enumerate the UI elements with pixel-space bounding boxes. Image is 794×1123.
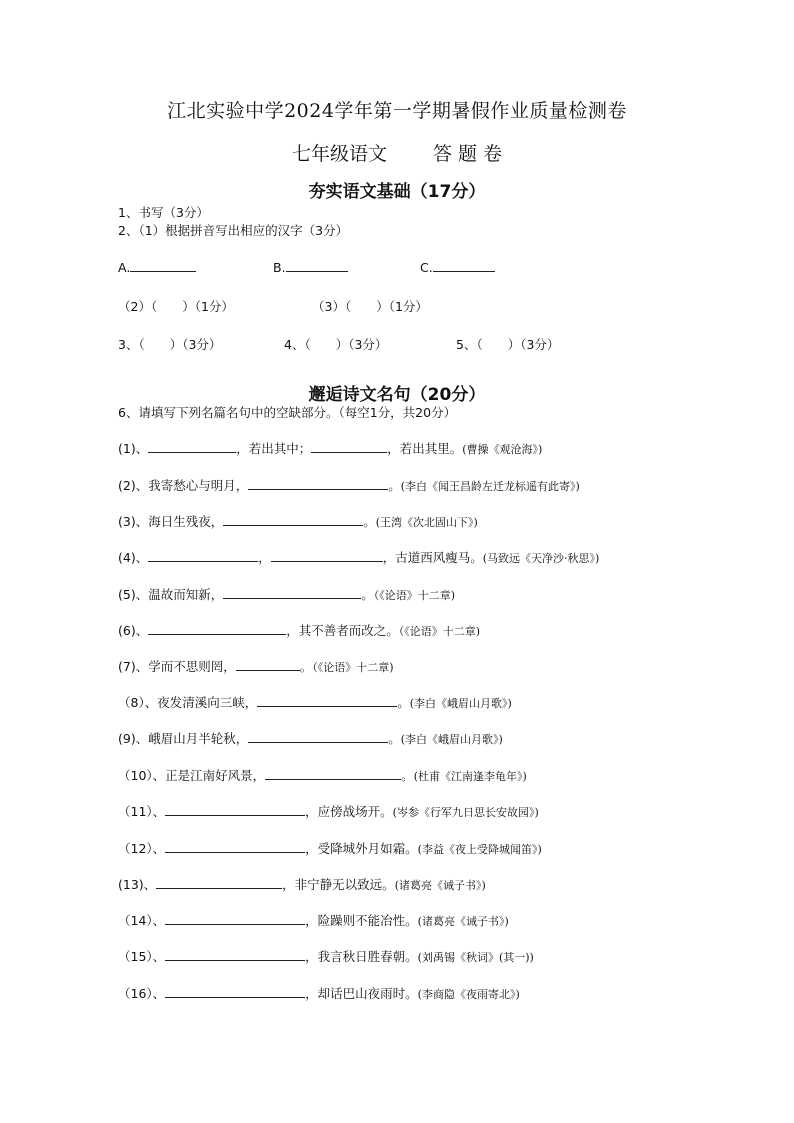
subtitle-grade: 七年级语文 (291, 143, 387, 165)
poem-item-1 (118, 439, 542, 457)
item-text: 。 (363, 514, 376, 529)
item-source: (刘禹锡《秋词》(其一)) (417, 951, 534, 964)
answer-blank[interactable] (156, 876, 282, 889)
poem-item-3 (118, 512, 478, 530)
item-number: （15）、 (118, 949, 166, 964)
answer-blank[interactable] (165, 985, 305, 998)
item-text: 。 (299, 659, 313, 674)
item-number: （14）、 (118, 913, 166, 928)
page-subtitle (0, 139, 794, 166)
question-4: 4、（ ）（3分） (284, 337, 388, 352)
item-source: （《论语》十二章) (312, 661, 394, 674)
section-heading-basics: 夯实语文基础（17分） (308, 182, 486, 202)
question-2-3: （3）（ ）（1分） (312, 299, 428, 314)
page-title: 江北实验中学2024学年第一学期暑假作业质量检测卷 (167, 100, 627, 122)
item-text: ，却话巴山夜雨时。 (305, 986, 418, 1001)
item-source: (李白《峨眉山月歌》) (409, 697, 512, 710)
poem-item-15 (118, 947, 534, 965)
answer-blank[interactable] (236, 658, 300, 671)
item-text: ，应傍战场开。 (305, 804, 393, 819)
question-6: 6、请填写下列名篇名句中的空缺部分。（每空1分，共20分） (118, 405, 457, 420)
item-number: (4)、 (118, 550, 149, 565)
answer-blank[interactable] (148, 549, 258, 562)
item-text: ，我言秋日胜春朝。 (305, 949, 418, 964)
answer-b-blank[interactable] (286, 259, 348, 272)
section-heading-poetry: 邂逅诗文名句（20分） (308, 385, 486, 405)
item-number: （12）、 (118, 841, 166, 856)
answer-blank[interactable] (165, 912, 305, 925)
item-number: （10）、正是江南好风景， (118, 768, 266, 783)
answer-c (420, 259, 495, 275)
question-2: 2、（1）根据拼音写出相应的汉字（3分） (118, 223, 349, 238)
answer-blank[interactable] (148, 622, 286, 635)
item-text: ，其不善者而改之。 (286, 623, 399, 638)
item-text: ， (258, 550, 271, 565)
item-number: （11）、 (118, 804, 166, 819)
item-source: (李白《闻王昌龄左迁龙标遥有此寄》) (400, 480, 580, 493)
poem-item-16 (118, 984, 520, 1002)
answer-c-blank[interactable] (433, 259, 495, 272)
item-source: （《论语》十二章) (398, 625, 481, 638)
item-source: (杜甫《江南逢李龟年》) (413, 770, 527, 783)
answer-blank[interactable] (248, 477, 388, 490)
item-number: (2)、我寄愁心与明月， (118, 478, 249, 493)
item-number: (9)、峨眉山月半轮秋， (118, 731, 249, 746)
answer-blank[interactable] (265, 767, 401, 780)
item-source: (曹操《观沧海》) (462, 443, 543, 456)
item-text: ，受降城外月如霜。 (305, 841, 418, 856)
item-number: （8）、夜发清溪向三峡， (118, 695, 258, 710)
poem-item-14 (118, 911, 509, 929)
answer-blank[interactable] (165, 948, 305, 961)
item-text: ，若出其中； (236, 441, 312, 456)
answer-blank[interactable] (223, 513, 363, 526)
item-text: ，若出其里。 (387, 441, 463, 456)
answer-b-label: B. (273, 260, 286, 275)
item-text: 。 (397, 695, 410, 710)
item-number: (3)、海日生残夜， (118, 514, 224, 529)
answer-blank[interactable] (165, 803, 305, 816)
item-number: （16）、 (118, 986, 166, 1001)
poem-item-11 (118, 802, 539, 820)
answer-blank[interactable] (311, 440, 387, 453)
item-source: （《论语》十二章) (373, 589, 456, 602)
item-source: (李益《夜上受降城闻笛》) (417, 843, 542, 856)
item-source: (李白《峨眉山月歌》) (400, 733, 503, 746)
question-1: 1、书写（3分） (118, 205, 209, 220)
item-text: 。 (388, 478, 401, 493)
item-source: (李商隐《夜雨寄北》) (417, 988, 520, 1001)
answer-blank[interactable] (165, 840, 305, 853)
answer-blank[interactable] (248, 730, 388, 743)
poem-item-6 (118, 621, 480, 639)
question-2-2: （2）（ ）（1分） (118, 299, 234, 314)
question-3: 3、（ ）（3分） (118, 337, 222, 352)
item-text: ，非宁静无以致远。 (282, 877, 395, 892)
item-source: (诸葛亮《诫子书》) (417, 915, 509, 928)
subtitle-sheet-type: 答 题 卷 (432, 143, 503, 165)
answer-a-label: A. (118, 260, 131, 275)
item-source: (岑参《行军九日思长安故园》) (392, 806, 539, 819)
item-number: (13)、 (118, 877, 157, 892)
item-text: 。 (401, 768, 414, 783)
item-text: ，险躁则不能冶性。 (305, 913, 418, 928)
poem-item-5 (118, 585, 455, 603)
item-number: (6)、 (118, 623, 149, 638)
poem-item-10 (118, 766, 527, 784)
item-number: (7)、学而不思则罔， (118, 659, 236, 674)
item-number: (1)、 (118, 441, 149, 456)
answer-blank[interactable] (257, 694, 397, 707)
poem-item-13 (118, 875, 486, 893)
item-number: (5)、温故而知新， (118, 587, 224, 602)
item-source: (王湾《次北固山下》) (375, 516, 478, 529)
item-text: ，古道西风瘦马。 (382, 550, 483, 565)
poem-item-7 (118, 657, 394, 675)
poem-item-2 (118, 476, 580, 494)
poem-item-12 (118, 839, 542, 857)
poem-item-4 (118, 548, 599, 566)
answer-blank[interactable] (271, 549, 383, 562)
item-text: 。 (388, 731, 401, 746)
answer-blank[interactable] (223, 586, 361, 599)
question-5: 5、（ ）（3分） (456, 337, 560, 352)
poem-item-8 (118, 693, 512, 711)
answer-c-label: C. (420, 260, 433, 275)
item-text: 。 (361, 587, 374, 602)
item-source: (马致远《天净沙·秋思》) (482, 552, 600, 565)
answer-blank[interactable] (148, 440, 236, 453)
answer-a (118, 259, 196, 275)
answer-a-blank[interactable] (130, 259, 196, 272)
item-source: (诸葛亮《诫子书》) (394, 879, 486, 892)
answer-b (273, 259, 348, 275)
poem-item-9 (118, 729, 503, 747)
